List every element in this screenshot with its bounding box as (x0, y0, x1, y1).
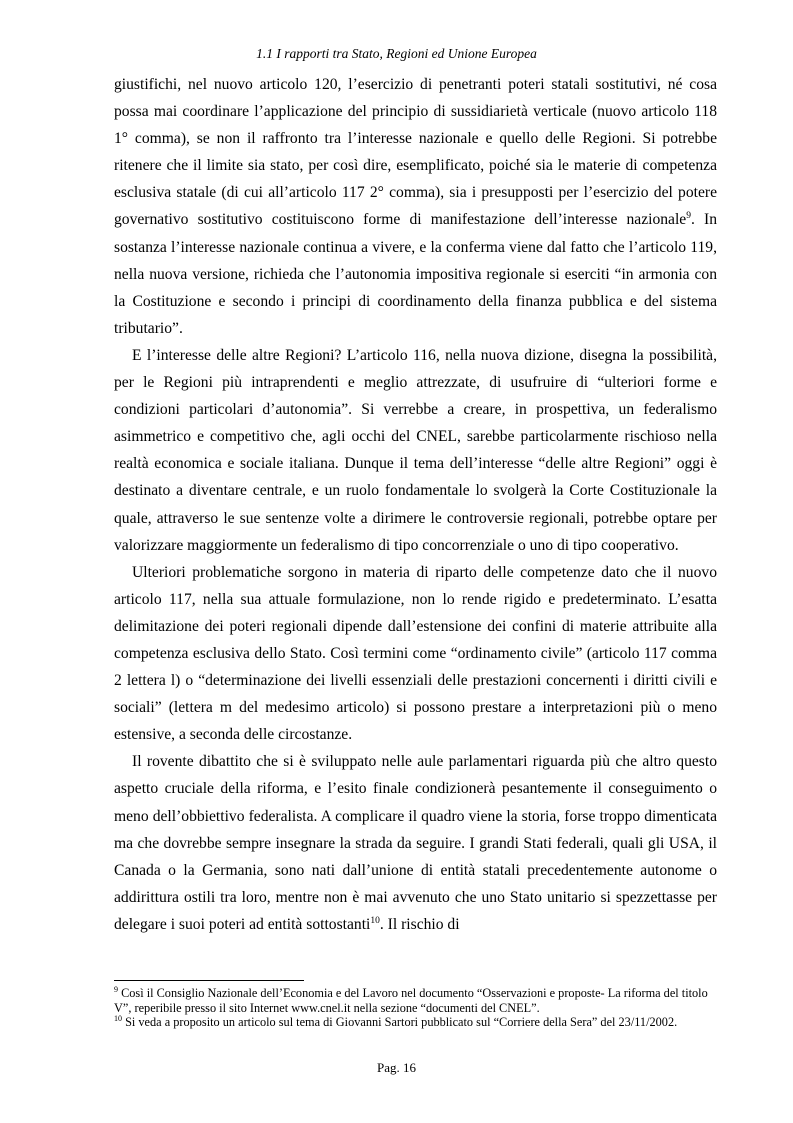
paragraph-4-text-a: Il rovente dibattito che si è sviluppato nelle aule parlamentari riguarda più che altro questo aspetto cruciale della riforma, e l’esito finale condizionerà pesantemente il conseguimento o meno dell’obbiettivo federalista. A complicare il quadro viene la storia, forse troppo dimenticata ma che dovrebbe sempre insegnare la strada da seguire. I grandi Stati federali, quali gli USA, il Canada o la Germania, sono nati dall’unione di entità statali precedentemente autonome o addirittura ostili tra loro, mentre non è mai avvenuto che uno Stato unitario si spezzettasse per delegare i suoi poteri ad entità sottostanti (114, 753, 717, 933)
body-text (114, 71, 717, 938)
paragraph-4 (114, 748, 717, 938)
footnote-ref-10: 10 (370, 915, 380, 926)
footnote-10-text: Si veda a proposito un articolo sul tema di Giovanni Sartori pubblicato sul “Corriere della Sera” del 23/11/2002. (122, 1015, 678, 1029)
footnote-separator (114, 980, 304, 981)
paragraph-1 (114, 71, 717, 342)
paragraph-3: Ulteriori problematiche sorgono in materia di riparto delle competenze dato che il nuovo articolo 117, nella sua attuale formulazione, non lo rende rigido e predeterminato. L’esatta delimitazione dei poteri regionali dipende dall’estensione dei confini di materie attribuite alla competenza esclusiva dello Stato. Così termini come “ordinamento civile” (articolo 117 comma 2 lettera l) o “determinazione dei livelli essenziali delle prestazioni concernenti i diritti civili e sociali” (lettera m del medesimo articolo) si possono prestare a interpretazioni più o meno estensive, a seconda delle circostanze. (114, 563, 717, 744)
page-number: Pag. 16 (377, 1060, 416, 1075)
paragraph-1-text-a: giustifichi, nel nuovo articolo 120, l’esercizio di penetranti poteri statali sostitutivi, né cosa possa mai coordinare l’applicazione del principio di sussidiarietà verticale (nuovo articolo 118 1° comma), se non il raffronto tra l’interesse nazionale e quello delle Regioni. Si potrebbe ritenere che il limite sia stato, per così dire, esemplificato, poiché sia le materie di competenza esclusiva statale (di cui all’articolo 117 2° comma), sia i presupposti per l’esercizio del potere governativo sostitutivo costituiscono forme di manifestazione dell’interesse nazionale (114, 76, 717, 229)
footnote-ref-9: 9 (686, 211, 691, 222)
paragraph-1-text-b: . In sostanza l’interesse nazionale continua a vivere, e la conferma viene dal fatto che l’articolo 119, nella nuova versione, richieda che l’autonomia impositiva regionale si eserciti “in armonia con la Costituzione e secondo i principi di coordinamento della finanza pubblica e del sistema tributario”. (114, 211, 717, 337)
footnote-10 (114, 1015, 717, 1030)
footnotes (114, 986, 717, 1030)
footnote-mark-10: 10 (114, 1013, 122, 1023)
footnote-mark-9: 9 (114, 984, 118, 994)
paragraph-4-text-b: . Il rischio di (379, 915, 460, 933)
running-header: 1.1 I rapporti tra Stato, Regioni ed Unione Europea (256, 46, 537, 61)
paragraph-2: E l’interesse delle altre Regioni? L’articolo 116, nella nuova dizione, disegna la possibilità, per le Regioni più intraprendenti e meglio attrezzate, di usufruire di “ulteriori forme e condizioni particolari d’autonomia”. Si verrebbe a creare, in prospettiva, un federalismo asimmetrico e competitivo che, agli occhi del CNEL, sarebbe particolarmente rischioso nella realtà economica e sociale italiana. Dunque il tema dell’interesse “delle altre Regioni” oggi è destinato a diventare centrale, e un ruolo fondamentale lo svolgerà la Corte Costituzionale la quale, attraverso le sue sentenze volte a dirimere le controversie regionali, potrebbe optare per valorizzare maggiormente un federalismo di tipo concorrenziale o uno di tipo cooperativo. (114, 346, 717, 554)
footnote-9-text: Così il Consiglio Nazionale dell’Economia e del Lavoro nel documento “Osservazioni e proposte- La riforma del titolo V”, reperibile presso il sito Internet www.cnel.it nella sezione “documenti del CNEL”. (114, 986, 708, 1015)
footnote-9 (114, 986, 717, 1015)
